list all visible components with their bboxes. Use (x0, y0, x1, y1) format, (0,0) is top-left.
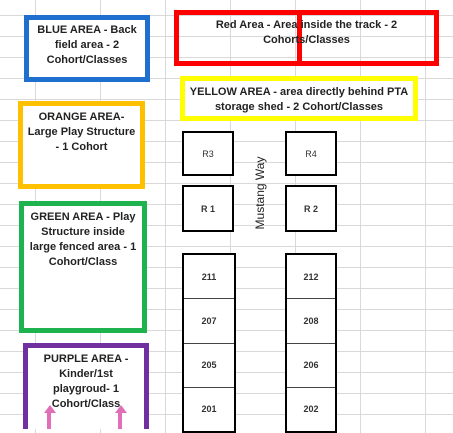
room-cell: 205 (184, 344, 234, 388)
entry-arrow-icon (44, 405, 53, 429)
portable-r1 (182, 185, 234, 232)
room-cell: 201 (201, 404, 217, 415)
purple-area (23, 343, 149, 429)
room-cell: 207 (184, 299, 234, 343)
arrow-head (115, 405, 127, 413)
portable-r4 (285, 131, 337, 176)
green-area (19, 201, 147, 333)
building-left (182, 253, 236, 433)
portable-r2-label: R 2 (303, 203, 318, 214)
purple-area-label: PURPLE AREA - Kinder/1st playgroud- 1 Cohort/Class (43, 353, 129, 410)
yellow-area (180, 76, 418, 121)
room-cell: 208 (287, 299, 335, 343)
red-area (174, 10, 439, 66)
street-name: Mustang Way (253, 156, 267, 230)
arrow-shaft (118, 413, 122, 429)
portable-r2 (285, 185, 337, 232)
yellow-area-label: YELLOW AREA - area directly behind PTA storage shed - 2 Cohort/Classes (189, 86, 409, 113)
orange-area (18, 101, 145, 189)
portable-r3 (182, 131, 234, 176)
building-right (285, 253, 337, 433)
street-label (253, 156, 272, 230)
portable-r4-label: R4 (305, 148, 317, 159)
green-area-label: GREEN AREA - Play Structure inside large fenced area - 1 Cohort/Class (29, 211, 137, 268)
room-cell: 206 (287, 344, 335, 388)
room-cell: 202 (303, 404, 319, 415)
blue-area (24, 15, 150, 82)
portable-r3-label: R3 (202, 148, 214, 159)
portable-r1-label: R 1 (200, 203, 215, 214)
room-cell: 211 (184, 255, 234, 299)
room-cell: 212 (287, 255, 335, 299)
arrow-head (44, 405, 56, 413)
entry-arrow-icon (115, 405, 124, 429)
blue-area-label: BLUE AREA - Back field area - 2 Cohort/Classes (37, 24, 137, 66)
arrow-shaft (47, 413, 51, 429)
orange-area-label: ORANGE AREA- Large Play Structure - 1 Cohort (27, 111, 136, 153)
red-area-label: Red Area - Area inside the track - 2 Cohorts/Classes (215, 19, 398, 46)
